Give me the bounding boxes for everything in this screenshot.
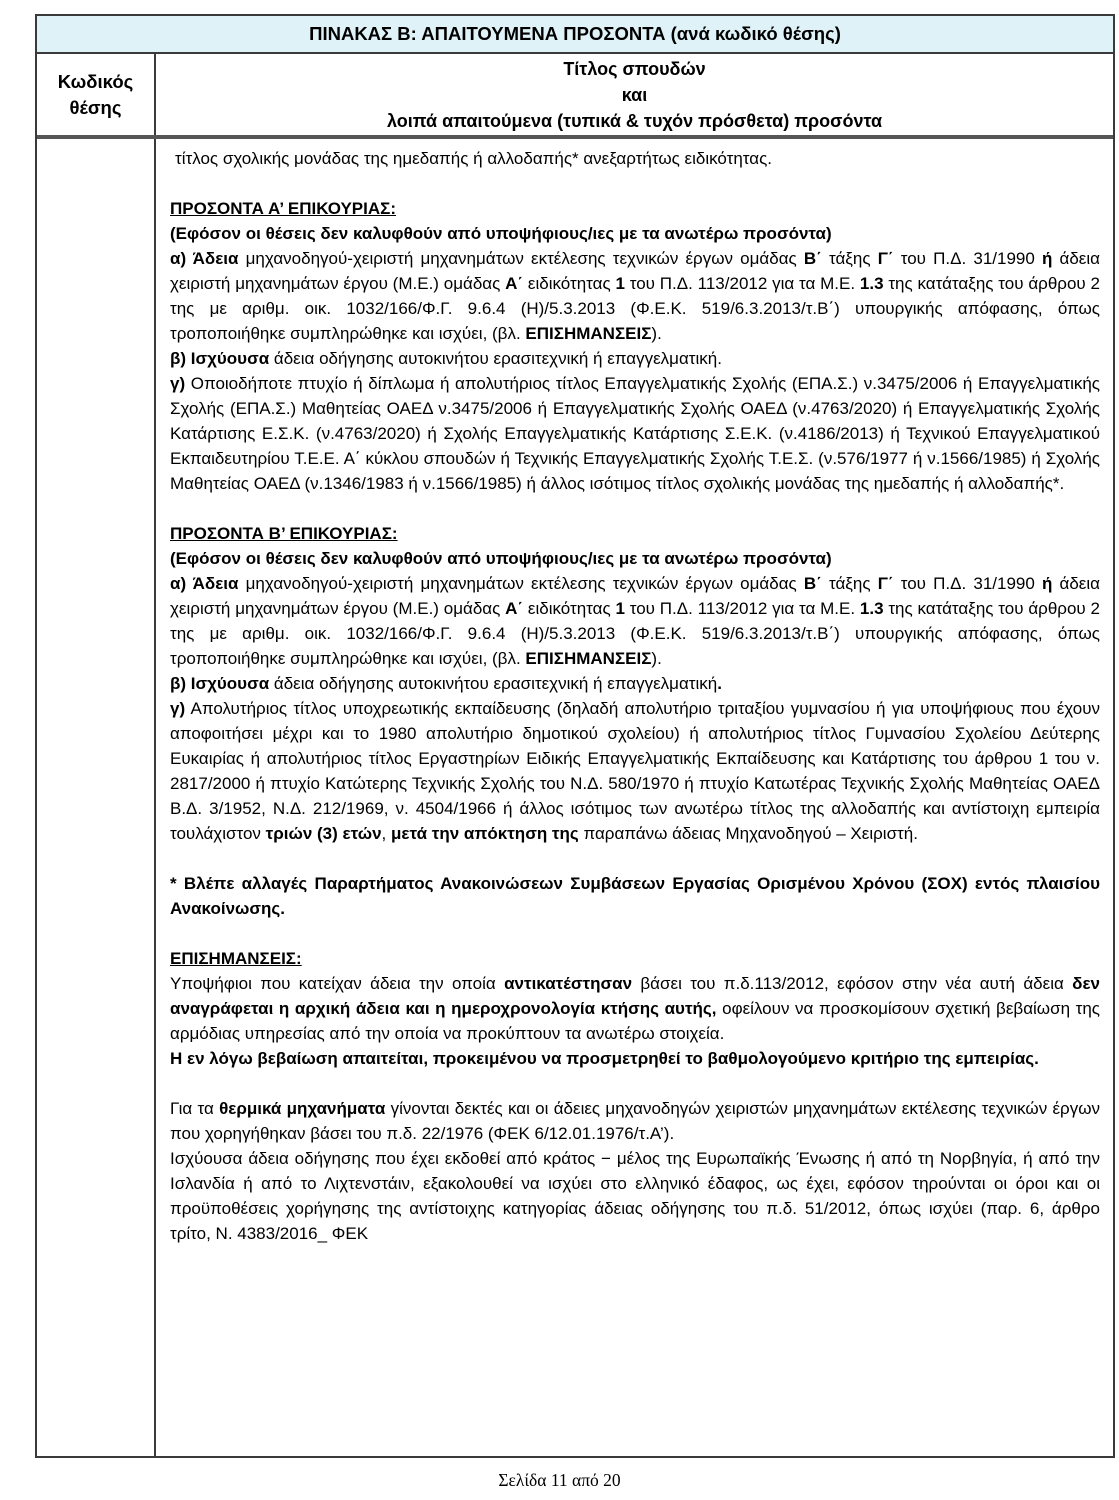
section-a-item-alpha: α) Άδεια μηχανοδηγού-χειριστή μηχανημάτων εκτέλεσης τεχνικών έργων ομάδας Β΄ τάξης Γ΄ του Π.Δ. 31/1990 ή άδεια χειριστή μηχανημάτων έργου (Μ.Ε.) ομάδας Α΄ ειδικότητας 1 του Π.Δ. 113/2012 για τα Μ.Ε. 1.3 της κατάταξης του άρθρου 2 της με αριθμ. οικ. 1032/166/Φ.Γ. 9.6.4 (Η)/5.3.2013 (Φ.Ε.Κ. 519/6.3.2013/τ.Β΄) υπουργικής απόφασης, όπως τροποποιήθηκε συμπληρώθηκε και ισχύει, (βλ. ΕΠΙΣΗΜΑΝΣΕΙΣ). [170, 249, 1100, 343]
thermal-machinery-note: Για τα θερμικά μηχανήματα γίνονται δεκτές και οι άδειες μηχανοδηγών χειριστών μηχανημάτων εκτέλεσης τεχνικών έργων που χορηγήθηκαν βάσει του π.δ. 22/1976 (ΦΕΚ 6/12.01.1976/τ.Α’). [170, 1099, 1100, 1143]
table-pinakas-b [35, 14, 1115, 1458]
episimanseis-para-certificate-required: Η εν λόγω βεβαίωση απαιτείται, προκειμένου να προσμετρηθεί το βαθμολογούμενο κριτήριο της εμπειρίας. [170, 1049, 1039, 1068]
continuation-line: τίτλος σχολικής μονάδας της ημεδαπής ή αλλοδαπής* ανεξαρτήτως ειδικότητας. [175, 149, 773, 168]
section-b-condition-note: (Εφόσον οι θέσεις δεν καλυφθούν από υποψήφιους/ιες με τα ανωτέρω προσόντα) [170, 549, 832, 568]
spacer [170, 496, 1100, 521]
spacer [170, 171, 1100, 196]
table-body-row [37, 139, 1113, 1456]
section-a-item-gamma: γ) Οποιοδήποτε πτυχίο ή δίπλωμα ή απολυτήριος τίτλος Επαγγελματικής Σχολής (ΕΠΑ.Σ.) ν.3475/2006 ή Επαγγελματικής Σχολής (ΕΠΑ.Σ.) Μαθητείας ΟΑΕΔ ν.3475/2006 ή Επαγγελματικής Σχολής ΟΑΕΔ (ν.4763/2020) ή Επαγγελματικής Σχολής Κατάρτισης Ε.Σ.Κ. (ν.4763/2020) ή Σχολής Επαγγελματικής Κατάρτισης Σ.Ε.Κ. (ν.4186/2013) ή Τεχνικού Επαγγελματικού Εκπαιδευτηρίου Τ.Ε.Ε. Α΄ κύκλου σπουδών ή Τεχνικής Επαγγελματικής Σχολής Τ.Ε.Σ. (ν.576/1977 ή ν.1566/1985) ή Σχολής Μαθητείας ΟΑΕΔ (ν.1346/1983 ή ν.1566/1985) ή άλλος ισότιμος τίτλος σχολικής μονάδας της ημεδαπής ή αλλοδαπής*. [170, 374, 1100, 493]
header-line-kai: και [621, 84, 648, 105]
table-title: ΠΙΝΑΚΑΣ Β: ΑΠΑΙΤΟΥΜΕΝΑ ΠΡΟΣΟΝΤΑ (ανά κωδικό θέσης) [37, 16, 1113, 54]
episimanseis-heading: ΕΠΙΣΗΜΑΝΣΕΙΣ: [170, 949, 302, 968]
column-header-position-code: Κωδικός θέσης [37, 54, 156, 135]
section-b-epikourias-heading: ΠΡΟΣΟΝΤΑ Β’ ΕΠΙΚΟΥΡΙΑΣ: [170, 524, 398, 543]
header-line-loipa-prosonta: λοιπά απαιτούμενα (τυπικά & τυχόν πρόσθετα) προσόντα [386, 110, 883, 131]
position-code-cell [37, 139, 156, 1456]
header-line-titlos-spoudon: Τίτλος σπουδών [563, 58, 706, 79]
table-header-row [37, 54, 1113, 139]
spacer [170, 846, 1100, 871]
spacer [170, 921, 1100, 946]
spacer [170, 1071, 1100, 1096]
page-footer: Σελίδα 11 από 20 [498, 1470, 621, 1490]
column-header-qualifications [156, 54, 1113, 135]
section-b-item-gamma: γ) Απολυτήριος τίτλος υποχρεωτικής εκπαίδευσης (δηλαδή απολυτήριο τριταξίου γυμνασίου ή για υποψήφιους που έχουν αποφοιτήσει μέχρι και το 1980 απολυτήριο δημοτικού σχολείου) ή απολυτήριος τίτλος Γυμνασίου Σχολείου Δεύτερης Ευκαιρίας ή απολυτήριος τίτλος Εργαστηρίων Ειδικής Επαγγελματικής Εκπαίδευσης και Κατάρτισης του άρθρου 1 του ν. 2817/2000 ή πτυχίο Κατώτερης Τεχνικής Σχολής του Ν.Δ. 580/1970 ή πτυχίο Κατωτέρας Τεχνικής Σχολής Μαθητείας ΟΑΕΔ Β.Δ. 3/1952, Ν.Δ. 212/1969, ν. 4504/1966 ή άλλος ισότιμος των ανωτέρω τίτλος της αλλοδαπής και αντίστοιχη εμπειρία τουλάχιστον τριών (3) ετών, μετά την απόκτηση της παραπάνω άδειας Μηχανοδηγού – Χειριστή. [170, 699, 1100, 843]
section-a-item-beta: β) Ισχύουσα άδεια οδήγησης αυτοκινήτου ερασιτεχνική ή επαγγελματική. [170, 349, 722, 368]
section-b-item-beta: β) Ισχύουσα άδεια οδήγησης αυτοκινήτου ερασιτεχνική ή επαγγελματική. [170, 674, 722, 693]
section-b-item-alpha: α) Άδεια μηχανοδηγού-χειριστή μηχανημάτων εκτέλεσης τεχνικών έργων ομάδας Β΄ τάξης Γ΄ του Π.Δ. 31/1990 ή άδεια χειριστή μηχανημάτων έργου (Μ.Ε.) ομάδας Α΄ ειδικότητας 1 του Π.Δ. 113/2012 για τα Μ.Ε. 1.3 της κατάταξης του άρθρου 2 της με αριθμ. οικ. 1032/166/Φ.Γ. 9.6.4 (Η)/5.3.2013 (Φ.Ε.Κ. 519/6.3.2013/τ.Β΄) υπουργικής απόφασης, όπως τροποποιήθηκε συμπληρώθηκε και ισχύει, (βλ. ΕΠΙΣΗΜΑΝΣΕΙΣ). [170, 574, 1100, 668]
section-a-condition-note: (Εφόσον οι θέσεις δεν καλυφθούν από υποψήφιους/ιες με τα ανωτέρω προσόντα) [170, 224, 832, 243]
footnote-asterisk: * Βλέπε αλλαγές Παραρτήματος Ανακοινώσεων Συμβάσεων Εργασίας Ορισμένου Χρόνου (ΣΟΧ) εντός πλαισίου Ανακοίνωσης. [170, 874, 1100, 918]
driving-license-eu-note: Ισχύουσα άδεια οδήγησης που έχει εκδοθεί από κράτος − μέλος της Ευρωπαϊκής Ένωσης ή από τη Νορβηγία, ή από την Ισλανδία ή από το Λιχτενστάιν, εξακολουθεί να ισχύει στο ελληνικό έδαφος, ως έχει, εφόσον τηρούνται οι όροι και οι προϋποθέσεις χορήγησης της αντίστοιχης κατηγορίας άδειας οδήγησης του π.δ. 51/2012, όπως ισχύει (παρ. 6, άρθρο τρίτο, Ν. 4383/2016_ ΦΕΚ [170, 1149, 1100, 1243]
section-a-epikourias-heading: ΠΡΟΣΟΝΤΑ Α’ ΕΠΙΚΟΥΡΙΑΣ: [170, 199, 397, 218]
episimanseis-para-replacement-license: Υποψήφιοι που κατείχαν άδεια την οποία αντικατέστησαν βάσει του π.δ.113/2012, εφόσον στην νέα αυτή άδεια δεν αναγράφεται η αρχική άδεια και η ημεροχρονολογία κτήσης αυτής, οφείλουν να προσκομίσουν σχετική βεβαίωση της αρμόδιας υπηρεσίας από την οποία να προκύπτουν τα ανωτέρω στοιχεία. [170, 974, 1101, 1043]
qualifications-cell [156, 139, 1113, 1456]
